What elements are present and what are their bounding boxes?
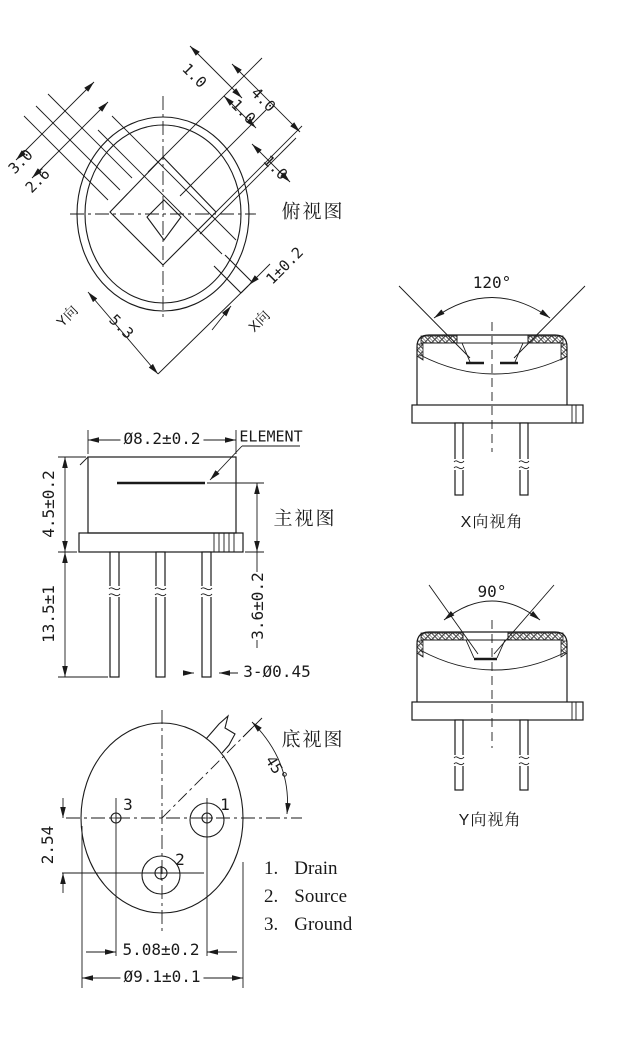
front-view-title: 主视图 (273, 508, 337, 530)
dim-pin-spacing: 5.08±0.2 (122, 940, 200, 959)
dim-slot-width-c: 1.0 (259, 151, 292, 184)
dim-lead-diameter: 3-Ø0.45 (243, 662, 311, 681)
element-label: ELEMENT (239, 427, 303, 446)
x-direction-label: X向 (245, 307, 273, 335)
dim-x-view-angle: 120° (470, 275, 515, 291)
dim-slot-width-a: 1.0 (178, 59, 211, 92)
dim-window-width: 4.0 (247, 83, 280, 116)
bottom-view-title: 底视图 (281, 729, 345, 751)
dim-pin-row-spacing: 2.54 (38, 825, 57, 865)
dim-y-view-angle: 90° (475, 584, 510, 600)
legend-item-source (264, 886, 347, 908)
dim-element-height: 3.6±0.2 (248, 572, 267, 640)
legend-item-ground (264, 914, 352, 936)
dim-tab-width: 1±0.2 (262, 243, 307, 288)
dim-5-3: 5.3 (105, 310, 138, 343)
y-direction-label: Y向 (53, 302, 81, 330)
y-angle-view-linework (412, 585, 583, 790)
dim-3-0: 3.0 (4, 145, 37, 178)
dim-2-6: 2.6 (21, 164, 54, 197)
dim-slot-width-b: 1.0 (227, 95, 260, 128)
dim-cap-diameter: Ø8.2±0.2 (120, 431, 203, 447)
y-angle-view-title: Y向视角 (458, 812, 522, 829)
legend-name: Ground (294, 914, 353, 935)
pin-label-2: 2 (175, 850, 185, 869)
legend-name: Drain (294, 858, 338, 879)
pin-label-3: 3 (123, 795, 133, 814)
pin-label-1: 1 (220, 795, 230, 814)
front-view-linework (58, 427, 303, 677)
legend-num: 2. (264, 886, 279, 907)
x-angle-view-linework (399, 286, 585, 495)
legend-item-drain (264, 858, 338, 880)
dim-lead-length: 13.5±1 (39, 585, 58, 643)
top-view-title: 俯视图 (281, 201, 345, 223)
dim-base-diameter: Ø9.1±0.1 (120, 969, 203, 985)
dim-tab-angle: 45° (261, 752, 292, 785)
legend-num: 3. (264, 914, 279, 935)
legend-name: Source (294, 886, 348, 907)
legend-num: 1. (264, 858, 279, 879)
dim-cap-height: 4.5±0.2 (39, 470, 58, 538)
x-angle-view-title: X向视角 (460, 514, 524, 531)
